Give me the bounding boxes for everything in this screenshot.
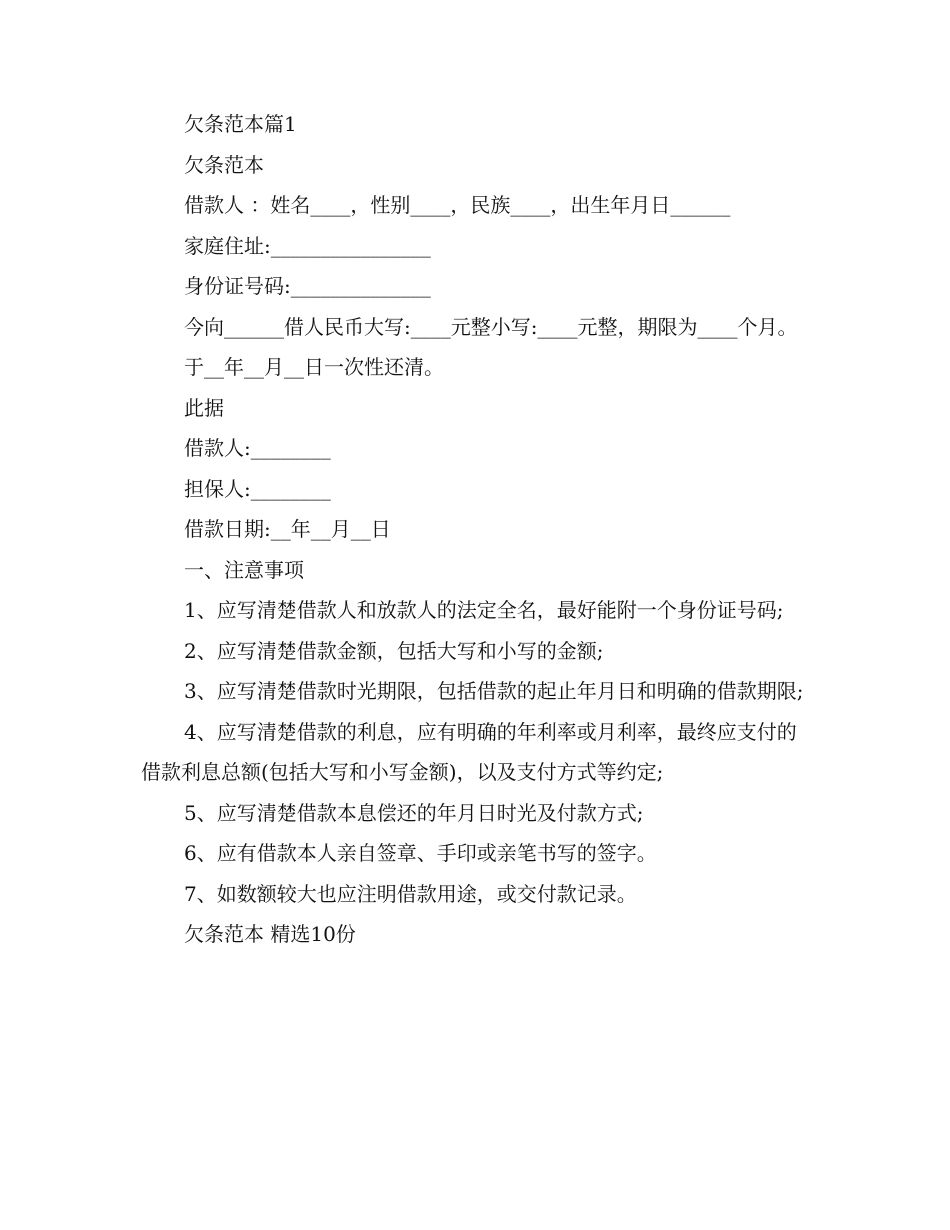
note-item: 5、应写清楚借款本息偿还的年月日时光及付款方式; <box>184 800 644 825</box>
id-number-line: 身份证号码:______________ <box>184 274 431 298</box>
note-item: 2、应写清楚借款金额，包括大写和小写的金额; <box>184 638 604 663</box>
borrower-signature-line: 借款人:________ <box>184 436 331 460</box>
note-item: 1、应写清楚借款人和放款人的法定全名，最好能附一个身份证号码; <box>184 598 784 622</box>
home-address-line: 家庭住址:________________ <box>184 233 431 258</box>
document-title: 欠条范本 <box>184 152 264 177</box>
footer-line: 欠条范本 精选10份 <box>184 922 356 946</box>
note-item: 7、如数额较大也应注明借款用途，或交付款记录。 <box>184 881 637 906</box>
document-body <box>141 104 811 955</box>
notes-heading: 一、注意事项 <box>184 557 304 582</box>
loan-statement: 今向______借人民币大写:____元整小写:____元整，期限为____个月。 <box>184 314 798 339</box>
borrower-info-line: 借款人 ：姓名____，性别____，民族____，出生年月日______ <box>184 193 731 217</box>
loan-date-line: 借款日期:__年__月__日 <box>184 517 391 541</box>
note-item: 3、应写清楚借款时光期限，包括借款的起止年月日和明确的借款期限; <box>184 679 804 703</box>
guarantor-signature-line: 担保人:________ <box>184 476 331 501</box>
repayment-line: 于__年__月__日一次性还清。 <box>184 355 444 379</box>
note-item: 4、应写清楚借款的利息，应有明确的年利率或月利率，最终应支付的借款利息总额(包括大写和小写金额)，以及支付方式等约定; <box>141 719 797 784</box>
hereby-line: 此据 <box>184 395 224 420</box>
section-heading: 欠条范本篇1 <box>184 112 297 136</box>
note-item: 6、应有借款本人亲自签章、手印或亲笔书写的签字。 <box>184 841 657 865</box>
